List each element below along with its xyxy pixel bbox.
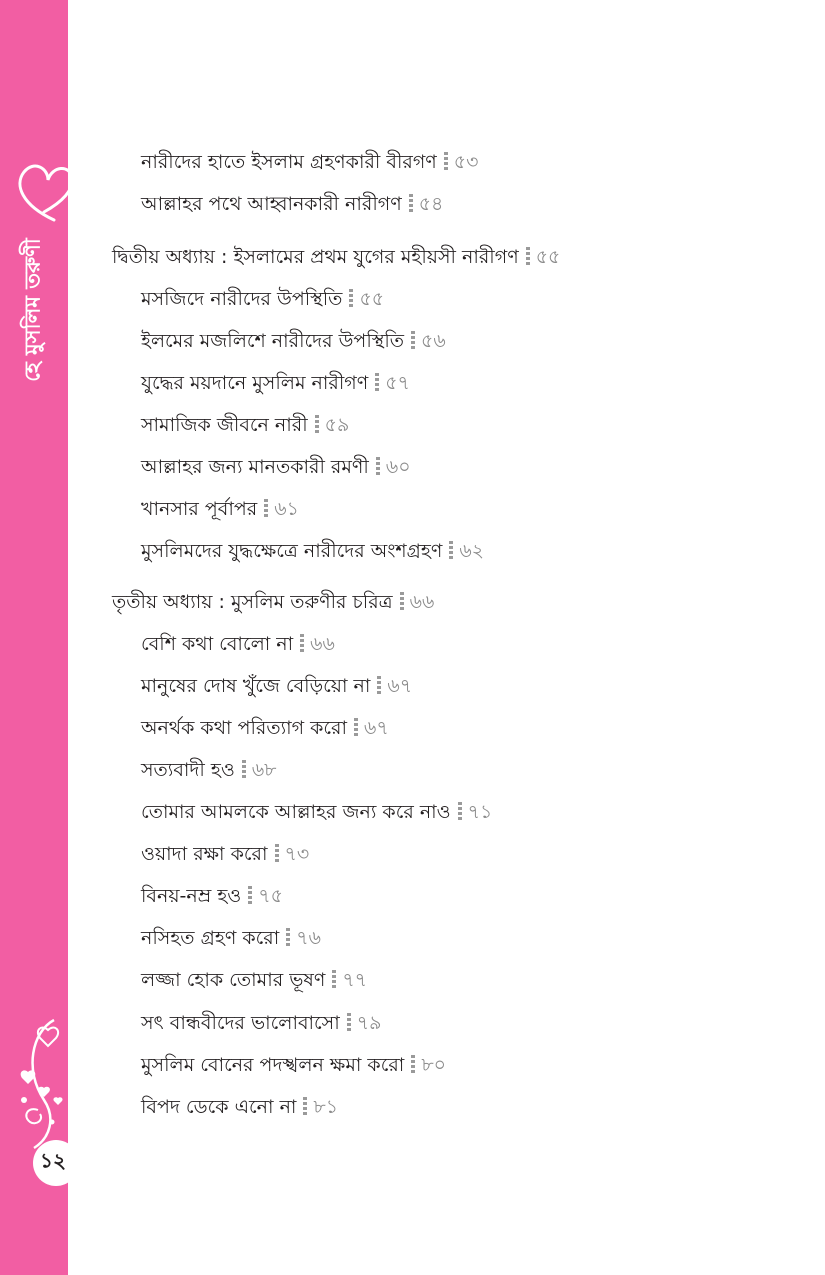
separator-icon [242, 760, 246, 780]
page-number: ১২ [40, 1148, 66, 1173]
toc-title: নারীদের হাতে ইসলাম গ্রহণকারী বীরগণ [141, 151, 437, 173]
book-title-vertical: হে মুসলিম তরুণী [20, 238, 45, 382]
toc-page: ৬৭ [364, 717, 389, 739]
toc-page: ৭৯ [356, 1012, 382, 1034]
separator-icon [526, 247, 530, 267]
toc-page: ৫৫ [535, 246, 561, 268]
toc-entry [141, 884, 283, 908]
toc-page: ৭১ [467, 801, 493, 823]
toc-chapter [112, 245, 560, 269]
toc-title: অনর্থক কথা পরিত্যাগ করো [141, 717, 348, 739]
separator-icon [315, 415, 319, 435]
separator-icon [409, 194, 413, 214]
separator-icon [411, 331, 415, 351]
toc-title: ইলমের মজলিশে নারীদের উপস্থিতি [141, 330, 405, 352]
floral-heart-ornament-icon [14, 1010, 70, 1150]
separator-icon [347, 1013, 351, 1033]
toc-page: ৬১ [274, 498, 299, 520]
toc-entry [141, 842, 309, 866]
separator-icon [286, 928, 290, 948]
toc-title: বেশি কথা বোলো না [141, 633, 294, 655]
toc-page: ৬০ [385, 456, 411, 478]
toc-title: সৎ বান্ধবীদের ভালোবাসো [141, 1012, 340, 1034]
toc-page: ৫৬ [421, 330, 446, 352]
toc-title: আল্লাহর পথে আহ্বানকারী নারীগণ [141, 193, 402, 215]
toc-title: বিপদ ডেকে এনো না [141, 1096, 297, 1118]
toc-title: সত্যবাদী হও [141, 759, 235, 781]
toc-entry [141, 413, 349, 437]
separator-icon [449, 541, 453, 561]
toc-entry [141, 632, 335, 656]
toc-page: ৫৫ [359, 288, 385, 310]
toc-entry [141, 497, 299, 521]
separator-icon [275, 844, 279, 864]
separator-icon [377, 676, 381, 696]
toc-entry [141, 716, 389, 740]
toc-entry [141, 1095, 338, 1119]
separator-icon [248, 886, 252, 906]
toc-entry [141, 539, 484, 563]
toc-entry [141, 371, 410, 395]
toc-entry [141, 1011, 381, 1035]
separator-icon [303, 1097, 307, 1117]
toc-title: নসিহত গ্রহণ করো [141, 927, 280, 949]
toc-entry [141, 192, 443, 216]
toc-entry [141, 287, 384, 311]
separator-icon [354, 718, 358, 738]
toc-entry [141, 758, 277, 782]
toc-page: ৬৬ [409, 591, 435, 613]
toc-title: মুসলিমদের যুদ্ধক্ষেত্রে নারীদের অংশগ্রহণ [141, 540, 443, 562]
toc-page: ৫৪ [418, 193, 444, 215]
toc-page: ৬৬ [310, 633, 335, 655]
toc-page: ৬৭ [387, 675, 413, 697]
separator-icon [458, 802, 462, 822]
separator-icon [375, 373, 379, 393]
separator-icon [300, 634, 304, 654]
toc-entry [141, 968, 367, 992]
toc-page: ৫৭ [385, 372, 410, 394]
toc-title: মানুষের দোষ খুঁজে বেড়িয়ো না [141, 675, 371, 697]
toc-title: সামাজিক জীবনে নারী [141, 414, 308, 436]
toc-page: ৭৫ [258, 885, 283, 907]
toc-page: ৭৭ [342, 969, 368, 991]
toc-title: তৃতীয় অধ্যায় : মুসলিম তরুণীর চরিত্র [112, 591, 393, 613]
toc-title: খানসার পূর্বাপর [141, 498, 258, 520]
toc-entry [141, 800, 492, 824]
toc-entry [141, 1053, 446, 1077]
toc-title: তোমার আমলকে আল্লাহর জন্য করে নাও [141, 801, 451, 823]
separator-icon [264, 499, 268, 519]
separator-icon [400, 592, 404, 612]
separator-icon [376, 457, 380, 477]
toc-title: ওয়াদা রক্ষা করো [141, 843, 268, 865]
toc-entry [141, 150, 478, 174]
toc-entry [141, 926, 321, 950]
toc-page: ৭৬ [296, 927, 321, 949]
toc-title: দ্বিতীয় অধ্যায় : ইসলামের প্রথম যুগের মহীয়সী নারীগণ [112, 246, 519, 268]
separator-icon [411, 1055, 415, 1075]
toc-title: মসজিদে নারীদের উপস্থিতি [141, 288, 343, 310]
toc-title: যুদ্ধের ময়দানে মুসলিম নারীগণ [141, 372, 369, 394]
toc-title: মুসলিম বোনের পদস্খলন ক্ষমা করো [141, 1054, 405, 1076]
toc-page: ৮০ [421, 1054, 446, 1076]
separator-icon [444, 152, 448, 172]
toc-title: লজ্জা হোক তোমার ভূষণ [141, 969, 326, 991]
toc-chapter [112, 590, 434, 614]
toc-page: ৭৩ [284, 843, 310, 865]
toc-page: ৮১ [313, 1096, 339, 1118]
toc-page: ৫৩ [453, 151, 479, 173]
toc-entry [141, 674, 412, 698]
toc-page: ৫৯ [324, 414, 350, 436]
toc-title: আল্লাহর জন্য মানতকারী রমণী [141, 456, 369, 478]
toc-entry [141, 329, 446, 353]
toc-page: ৬৮ [251, 759, 277, 781]
heart-outline-icon [14, 150, 74, 230]
separator-icon [332, 970, 336, 990]
toc-entry [141, 455, 411, 479]
toc-page: ৬২ [459, 540, 485, 562]
separator-icon [349, 289, 353, 309]
toc-title: বিনয়-নম্র হও [141, 885, 242, 907]
